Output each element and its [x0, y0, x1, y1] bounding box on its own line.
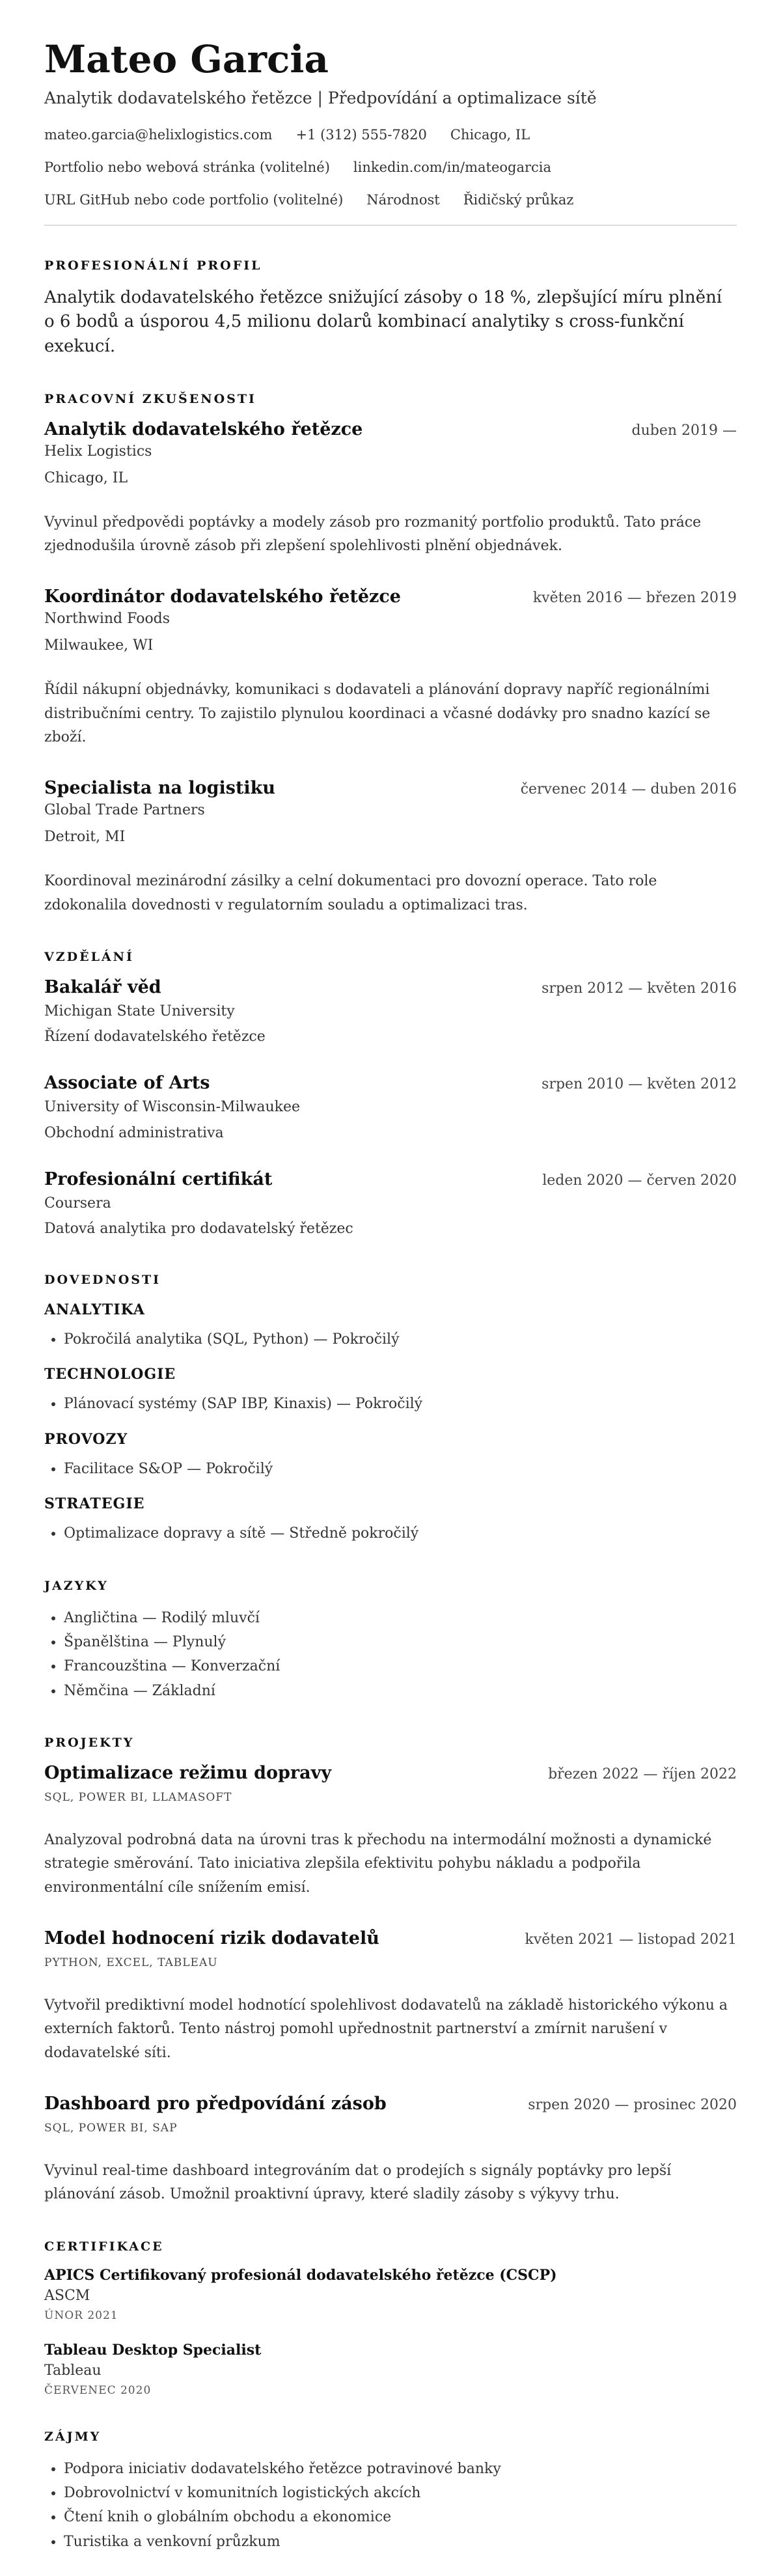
job-location: Detroit, MI	[44, 829, 126, 846]
company-name: Global Trade Partners	[44, 802, 205, 819]
skill-category: PROVOZY	[44, 1430, 128, 1448]
skill-item: • Plánovací systémy (SAP IBP, Kinaxis) — Pokročilý	[64, 1392, 737, 1416]
projects-heading: PROJEKTY	[44, 1736, 135, 1751]
project-title: Model hodnocení rizik dodavatelů	[44, 1928, 379, 1949]
education-entry	[44, 1073, 737, 1144]
project-description: Analyzoval podrobná data na úrovni tras k přechodu na intermodální možnosti a dynamické strategie směrování. Tato iniciativa zlepšila efektivitu pohybu nákladu a podpořila environmentální cíle snížením emisí.	[44, 1832, 712, 1896]
certification-issuer: Tableau	[44, 2362, 102, 2379]
interest-item: • Dobrovolnictví v komunitních logistických akcích	[64, 2481, 737, 2505]
project-title: Optimalizace režimu dopravy	[44, 1763, 332, 1784]
portfolio-link[interactable]: Portfolio nebo webová stránka (volitelné)	[44, 159, 330, 175]
company-name: Helix Logistics	[44, 443, 152, 460]
certifications-list	[44, 2267, 737, 2397]
job-location: Milwaukee, WI	[44, 637, 154, 654]
github-link[interactable]: URL GitHub nebo code portfolio (volitelné)	[44, 191, 344, 208]
certification-date: ČERVENEC 2020	[44, 2383, 152, 2397]
interest-item: • Podpora iniciativ dodavatelského řetězce potravinové banky	[64, 2457, 737, 2481]
certifications-heading: CERTIFIKACE	[44, 2239, 164, 2254]
projects-list	[44, 1763, 737, 2206]
certification-name: APICS Certifikovaný profesionál dodavatelského řetězce (CSCP)	[44, 2266, 557, 2284]
headline: Analytik dodavatelského řetězce | Předpovídání a optimalizace sítě	[44, 88, 597, 107]
email-link[interactable]: mateo.garcia@helixlogistics.com	[44, 126, 273, 143]
degree-title: Associate of Arts	[44, 1073, 210, 1094]
skill-item: • Pokročilá analytika (SQL, Python) — Pokročilý	[64, 1327, 737, 1351]
certification-date: ÚNOR 2021	[44, 2308, 118, 2322]
phone-number[interactable]: +1 (312) 555-7820	[295, 126, 427, 143]
skill-item: • Optimalizace dopravy a sítě — Středně pokročilý	[64, 1521, 737, 1545]
language-item: • Španělština — Plynulý	[64, 1630, 737, 1654]
project-dates: květen 2021 — listopad 2021	[525, 1932, 737, 1948]
job-dates: květen 2016 — březen 2019	[532, 590, 737, 607]
skills-list	[44, 1301, 737, 1546]
contact-row-2	[44, 159, 737, 175]
degree-title: Bakalář věd	[44, 976, 161, 997]
profile-heading: PROFESIONÁLNÍ PROFIL	[44, 258, 262, 273]
job-title: Koordinátor dodavatelského řetězce	[44, 587, 401, 607]
education-dates: srpen 2012 — květen 2016	[541, 980, 737, 997]
project-dates: srpen 2020 — prosinec 2020	[528, 2096, 737, 2113]
education-dates: srpen 2010 — květen 2012	[541, 1076, 737, 1093]
education-dates: leden 2020 — červen 2020	[542, 1172, 737, 1189]
languages-heading: JAZYKY	[44, 1578, 109, 1593]
skills-heading: DOVEDNOSTI	[44, 1273, 161, 1288]
job-title: Analytik dodavatelského řetězce	[44, 419, 363, 439]
contact-row-1	[44, 127, 737, 143]
job-title: Specialista na logistiku	[44, 778, 276, 799]
education-list	[44, 977, 737, 1240]
interests-list	[44, 2457, 737, 2555]
project-description: Vytvořil prediktivní model hodnotící spolehlivost dodavatelů na základě historického výkonu a externích faktorů. Tento nástroj pomohl upřednostnit partnerství a zmírnit narušení v dodavatelské síti.	[44, 1997, 728, 2061]
skill-category: TECHNOLOGIE	[44, 1366, 176, 1383]
project-tech: SQL, POWER BI, LLAMASOFT	[44, 1791, 232, 1805]
profile-text: Analytik dodavatelského řetězce snižující zásoby o 18 %, zlepšující míru plnění o 6 bodů a úsporou 4,5 milionu dolarů kombinací analytiky s cross-funkční exekucí.	[44, 287, 722, 357]
project-entry	[44, 1763, 737, 1900]
skill-category: STRATEGIE	[44, 1495, 145, 1513]
header-divider	[44, 225, 737, 226]
project-title: Dashboard pro předpovídání zásob	[44, 2093, 387, 2114]
drivers-license: Řidičský průkaz	[463, 191, 574, 208]
certification-entry	[44, 2267, 737, 2322]
field-of-study: Datová analytika pro dodavatelský řetězec	[44, 1220, 353, 1237]
location: Chicago, IL	[450, 126, 530, 143]
project-tech: SQL, POWER BI, SAP	[44, 2121, 178, 2135]
certification-entry	[44, 2342, 737, 2397]
school-name: Coursera	[44, 1195, 111, 1212]
certification-issuer: ASCM	[44, 2287, 90, 2304]
interest-item: • Turistika a venkovní průzkum	[64, 2530, 737, 2554]
linkedin-link[interactable]: linkedin.com/in/mateogarcia	[353, 159, 552, 175]
contact-row-3	[44, 192, 737, 208]
education-entry	[44, 977, 737, 1048]
job-description: Řídil nákupní objednávky, komunikaci s dodavateli a plánování dopravy napříč regionálními distribučními centry. To zajistilo plynulou koordinaci a včasné dodávky pro snadno kazící se zboží.	[44, 682, 711, 746]
project-dates: březen 2022 — říjen 2022	[548, 1766, 737, 1783]
nationality: Národnost	[366, 191, 440, 208]
interests-heading: ZÁJMY	[44, 2429, 102, 2444]
experience-entry	[44, 778, 737, 917]
language-item: • Němčina — Základní	[64, 1679, 737, 1703]
certification-name: Tableau Desktop Specialist	[44, 2341, 262, 2359]
job-description: Vyvinul předpovědi poptávky a modely zásob pro rozmanitý portfolio produktů. Tato práce zjednodušila úrovně zásob při zlepšení spolehlivosti plnění objednávek.	[44, 514, 702, 555]
company-name: Northwind Foods	[44, 611, 171, 628]
education-heading: VZDĚLÁNÍ	[44, 949, 134, 964]
languages-list	[44, 1606, 737, 1704]
project-tech: PYTHON, EXCEL, TABLEAU	[44, 1956, 218, 1970]
project-description: Vyvinul real-time dashboard integrováním dat o prodejích s signály poptávky pro lepší plánování zásob. Umožnil proaktivní úpravy, které sladily zásoby s výkyvy trhu.	[44, 2162, 672, 2203]
experience-heading: PRACOVNÍ ZKUŠENOSTI	[44, 391, 256, 406]
job-dates: duben 2019 —	[631, 422, 737, 439]
school-name: Michigan State University	[44, 1003, 235, 1019]
project-entry	[44, 1928, 737, 2065]
school-name: University of Wisconsin-Milwaukee	[44, 1099, 300, 1116]
job-location: Chicago, IL	[44, 469, 128, 486]
interest-item: • Čtení knih o globálním obchodu a ekonomice	[64, 2505, 737, 2529]
job-description: Koordinoval mezinárodní zásilky a celní dokumentaci pro dovozní operace. Tato role zdokonalila dovednosti v regulatorním souladu a optimalizaci tras.	[44, 873, 657, 913]
education-entry	[44, 1169, 737, 1240]
field-of-study: Obchodní administrativa	[44, 1124, 224, 1141]
language-item: • Francouzština — Konverzační	[64, 1654, 737, 1678]
experience-entry	[44, 587, 737, 749]
candidate-name: Mateo Garcia	[44, 37, 329, 81]
skill-category: ANALYTIKA	[44, 1301, 145, 1319]
project-entry	[44, 2094, 737, 2207]
job-dates: červenec 2014 — duben 2016	[520, 781, 737, 798]
field-of-study: Řízení dodavatelského řetězce	[44, 1029, 266, 1046]
language-item: • Angličtina — Rodilý mluvčí	[64, 1606, 737, 1630]
experience-list	[44, 419, 737, 917]
experience-entry	[44, 419, 737, 559]
skill-item: • Facilitace S&OP — Pokročilý	[64, 1457, 737, 1481]
degree-title: Profesionální certifikát	[44, 1169, 273, 1189]
